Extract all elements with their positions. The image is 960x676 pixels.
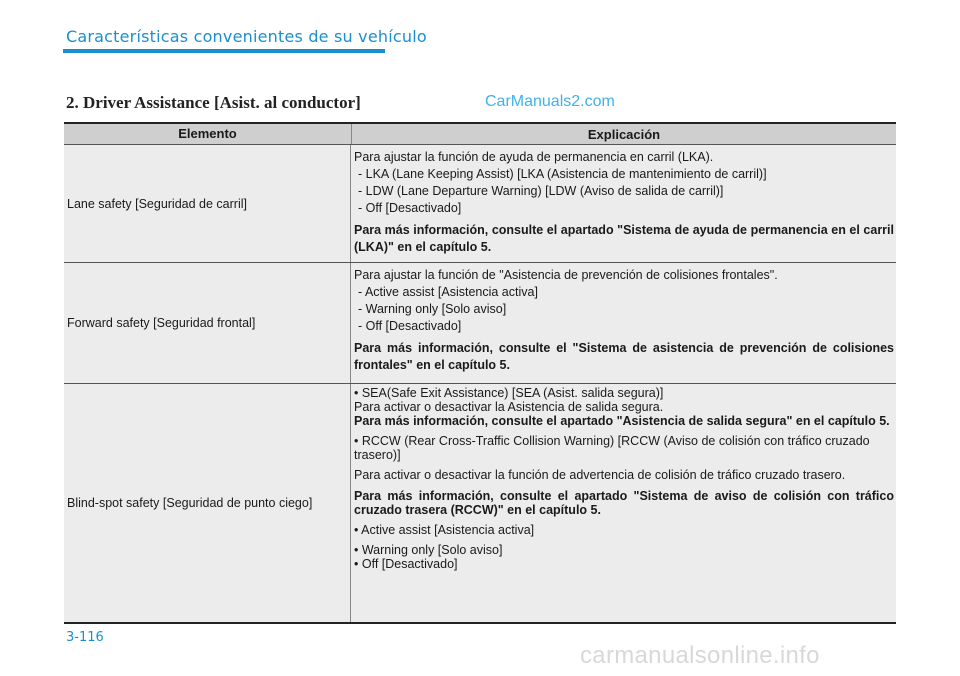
sea-description: Para activar o desactivar la Asistencia de salida segura. (354, 399, 664, 414)
table-row (64, 145, 896, 263)
rccw-title: • RCCW (Rear Cross-Traffic Collision Warning) [RCCW (Aviso de colisión con tráfico cruzado trasero)] (354, 434, 870, 462)
more-info-note: Para más información, consulte el "Sistema de asistencia de prevención de colisiones frontales" en el capítulo 5. (354, 341, 894, 372)
explanation-intro: Para ajustar la función de ayuda de permanencia en carril (LKA). (354, 150, 714, 164)
chapter-title-underline (63, 49, 385, 53)
page-number: 3-116 (66, 630, 104, 645)
column-header-explanation: Explicación (587, 126, 661, 142)
element-cell: Lane safety [Seguridad de carril] (64, 145, 351, 262)
table-header (64, 124, 896, 145)
section-title: 2. Driver Assistance [Asist. al conductor] (66, 93, 361, 112)
option-active-assist: • Active assist [Asistencia activa] (354, 522, 535, 537)
settings-table (64, 122, 896, 624)
explanation-cell (351, 263, 896, 383)
option-off: • Off [Desactivado] (354, 556, 458, 571)
element-cell: Blind-spot safety [Seguridad de punto ciego] (64, 384, 351, 622)
option-warning-only: • Warning only [Solo aviso] (354, 543, 503, 557)
sea-more-info-note: Para más información, consulte el apartado "Asistencia de salida segura" en el capítulo 5. (354, 414, 890, 428)
rccw-more-info-note: Para más información, consulte el apartado "Sistema de aviso de colisión con tráfico cruzado trasera (RCCW)" en el capítulo 5. (354, 488, 894, 517)
chapter-title: Características convenientes de su vehículo (66, 27, 427, 46)
option-item: - Off [Desactivado] (358, 319, 462, 333)
table-row (64, 263, 896, 384)
more-info-note: Para más información, consulte el apartado "Sistema de ayuda de permanencia en el carril (LKA)" en el capítulo 5. (354, 223, 894, 254)
watermark-bottom: carmanualsonline.info (580, 642, 820, 669)
column-header-element: Elemento (64, 124, 352, 144)
option-item: - Warning only [Solo aviso] (358, 302, 507, 316)
table-row (64, 384, 896, 622)
sea-title: • SEA(Safe Exit Assistance) [SEA (Asist. salida segura)] (354, 386, 664, 400)
explanation-cell (351, 145, 896, 262)
explanation-intro: Para ajustar la función de "Asistencia de prevención de colisiones frontales". (354, 268, 778, 282)
option-item: - Off [Desactivado] (358, 201, 462, 215)
watermark-top: CarManuals2.com (485, 93, 615, 110)
option-item: - LKA (Lane Keeping Assist) [LKA (Asistencia de mantenimiento de carril)] (358, 167, 767, 181)
option-item: - Active assist [Asistencia activa] (358, 285, 538, 299)
option-item: - LDW (Lane Departure Warning) [LDW (Aviso de salida de carril)] (358, 184, 724, 198)
element-cell: Forward safety [Seguridad frontal] (64, 263, 351, 383)
explanation-cell (351, 384, 896, 622)
rccw-description: Para activar o desactivar la función de advertencia de colisión de tráfico cruzado trasero. (354, 468, 846, 482)
